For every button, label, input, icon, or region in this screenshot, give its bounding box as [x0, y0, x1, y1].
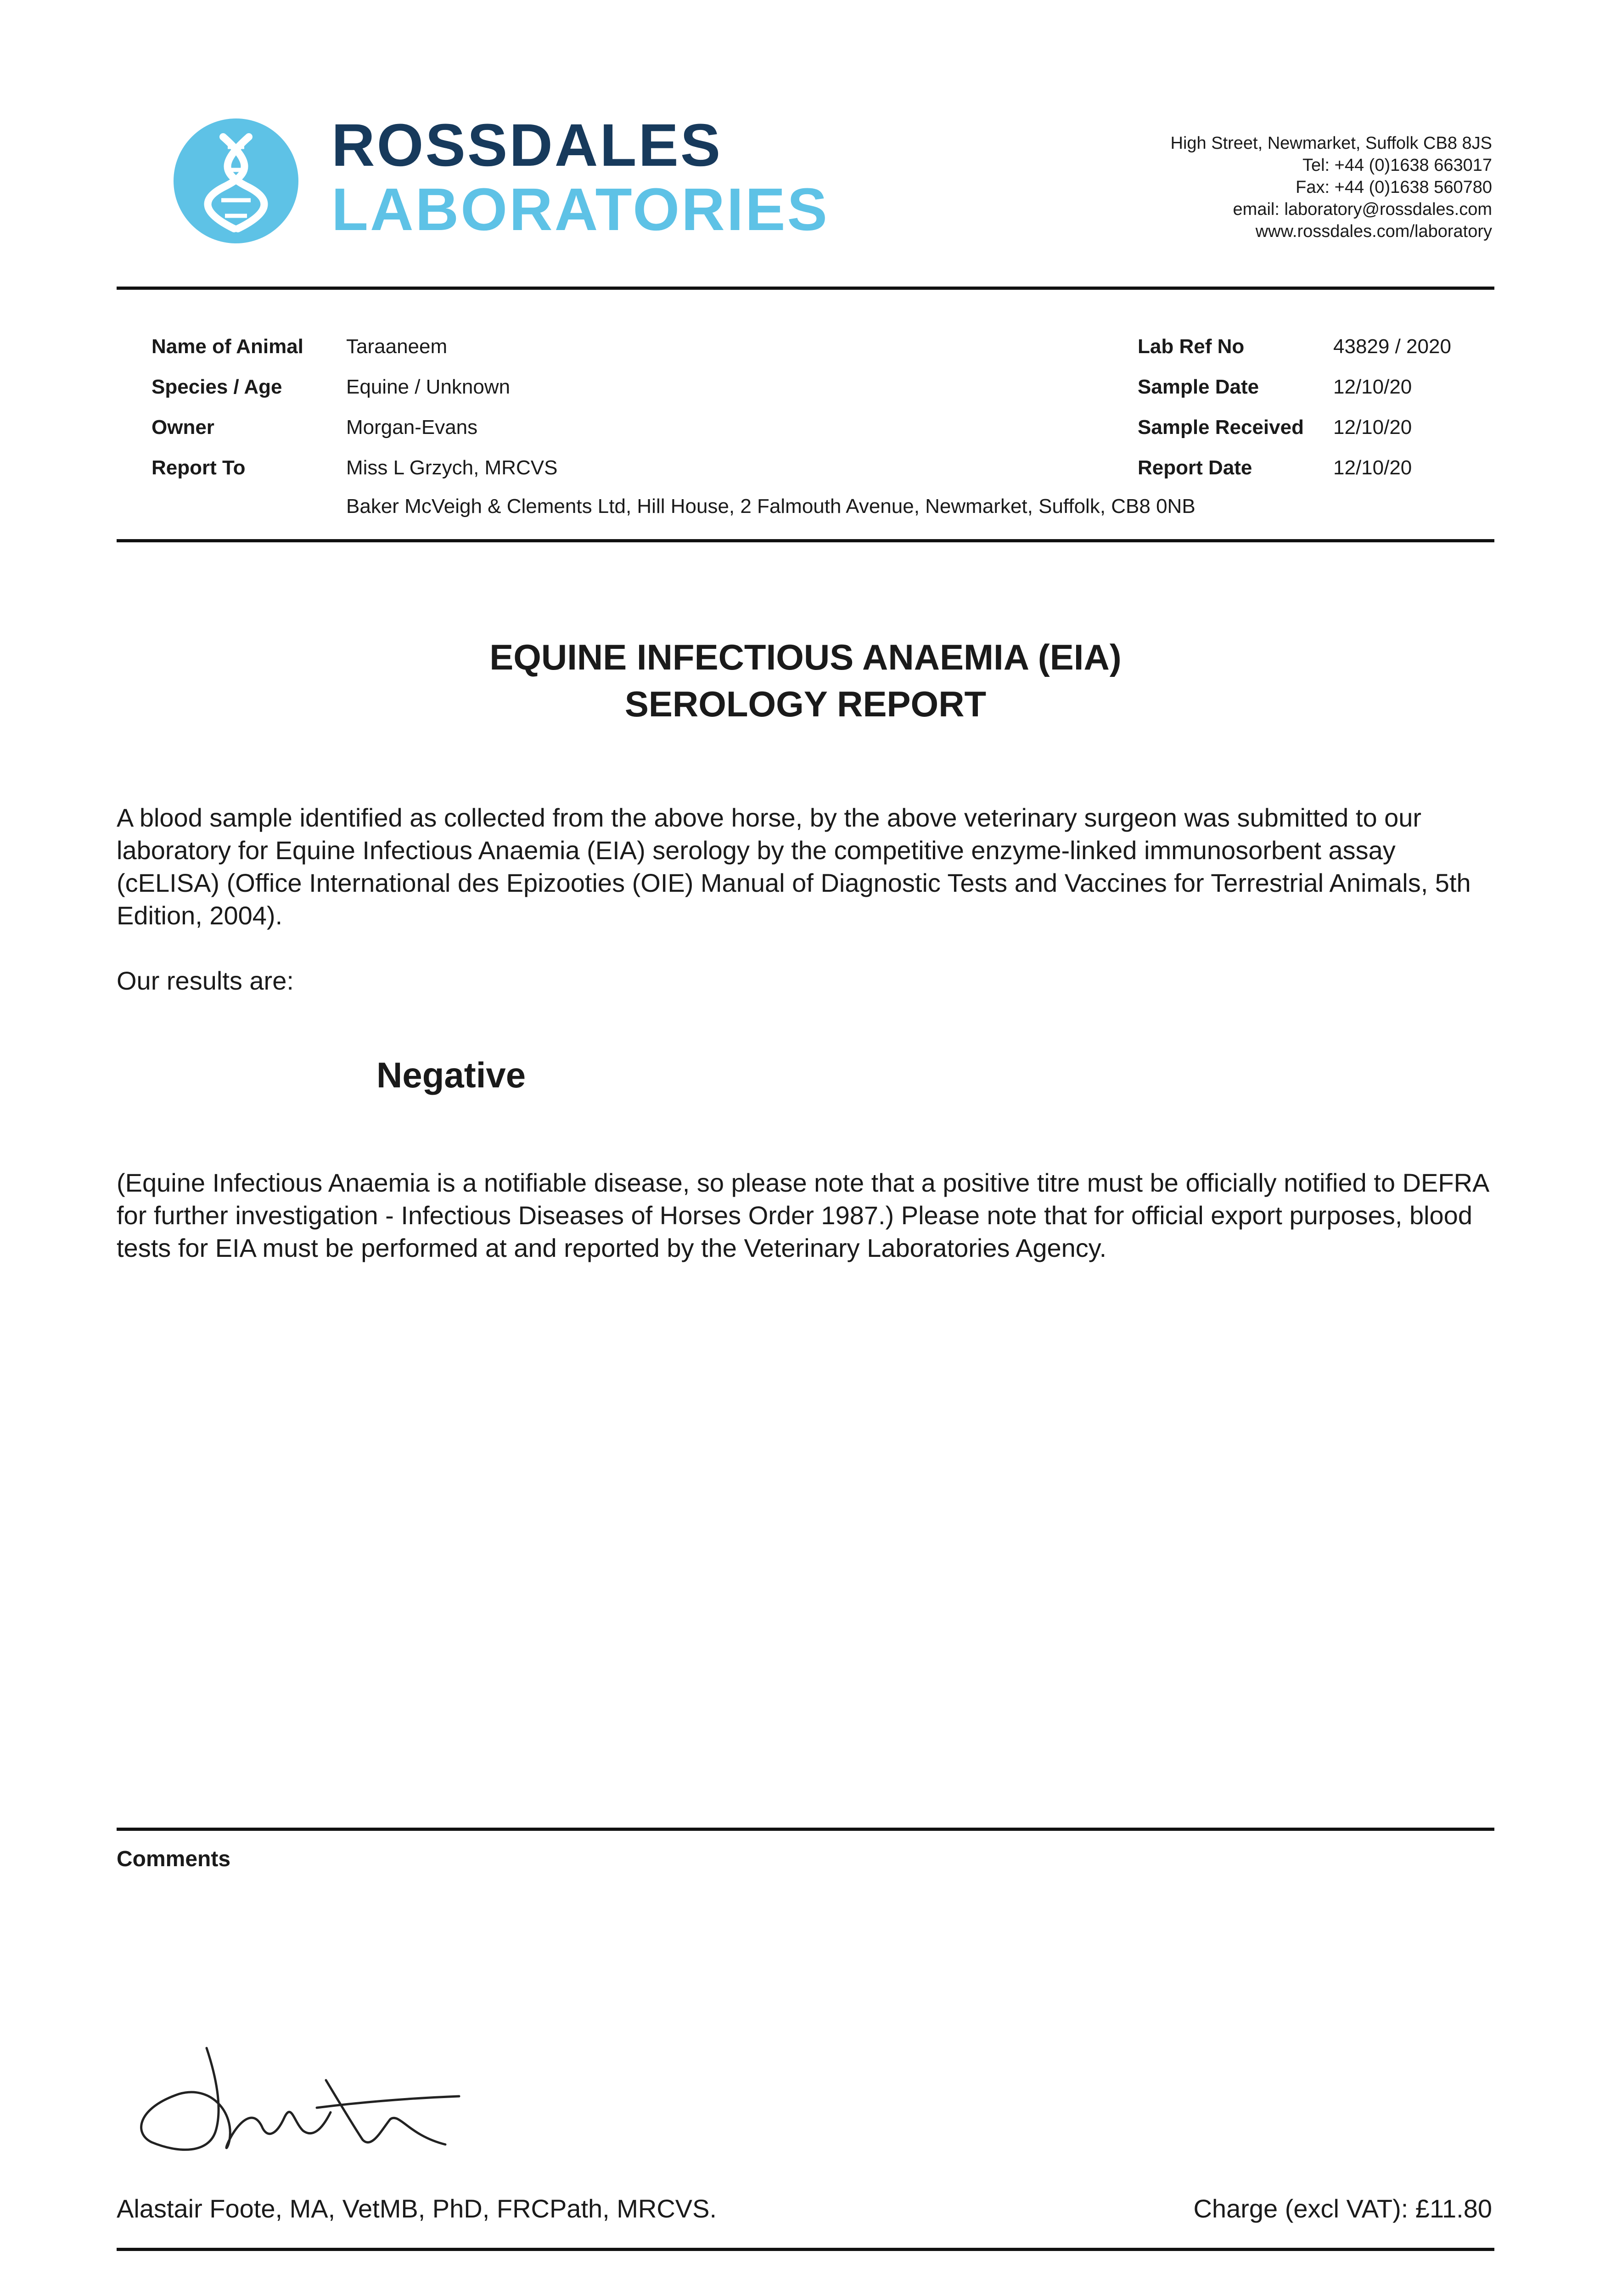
report-title [117, 634, 1494, 727]
comments-divider [117, 1828, 1494, 1831]
value-owner: Morgan-Evans [346, 416, 478, 439]
intro-paragraph: A blood sample identified as collected from the above horse, by the above veterinary surgeon was submitted to our laboratory for Equine Infectious Anaemia (EIA) serology by the competitive enzyme-linked immunosorbent assay (cELISA) (Office International des Epizooties (OIE) Manual of Diagnostic Tests and Vaccines for Terrestrial Animals, 5th Edition, 2004). [117, 803, 1471, 930]
lab-address [1171, 132, 1492, 242]
logo-text-laboratories: LABORATORIES [331, 175, 829, 243]
signature [124, 2039, 473, 2158]
notifiable-disease-note: (Equine Infectious Anaemia is a notifiable disease, so please note that a positive titre must be officially notified to DEFRA for further investigation - Infectious Diseases of Horses Order 1987.) Please note that for official export purposes, blood tests for EIA must be performed at and reported by the Veterinary Laboratories Agency. [117, 1168, 1488, 1262]
value-sample-received: 12/10/20 [1333, 416, 1412, 439]
signer-name: Alastair Foote, MA, VetMB, PhD, FRCPath, MRCVS. [117, 2194, 717, 2223]
details-divider [117, 539, 1494, 542]
address-line: High Street, Newmarket, Suffolk CB8 8JS [1170, 134, 1492, 153]
report-title-line2: SEROLOGY REPORT [624, 684, 987, 724]
test-result: Negative [376, 1055, 526, 1095]
value-name-of-animal: Taraaneem [346, 335, 448, 358]
address-email: email: laboratory@rossdales.com [1233, 200, 1492, 219]
address-fax: Fax: +44 (0)1638 560780 [1296, 178, 1492, 197]
address-website: www.rossdales.com/laboratory [1255, 222, 1492, 241]
value-lab-ref-no: 43829 / 2020 [1333, 335, 1451, 358]
label-owner: Owner [152, 416, 214, 439]
dna-helix-icon [174, 118, 298, 243]
footer-divider [117, 2248, 1494, 2251]
label-species-age: Species / Age [152, 376, 282, 398]
address-phone: Tel: +44 (0)1638 663017 [1302, 156, 1492, 175]
comments-label: Comments [117, 1847, 231, 1871]
label-lab-ref-no: Lab Ref No [1138, 335, 1245, 358]
label-report-date: Report Date [1138, 456, 1252, 479]
value-species-age: Equine / Unknown [346, 376, 511, 398]
value-report-to-address: Baker McVeigh & Clements Ltd, Hill House, 2 Falmouth Avenue, Newmarket, Suffolk, CB8 0NB [346, 495, 1195, 518]
label-sample-received: Sample Received [1138, 416, 1304, 439]
value-report-date: 12/10/20 [1333, 456, 1412, 479]
results-intro: Our results are: [117, 966, 294, 995]
label-sample-date: Sample Date [1138, 376, 1259, 398]
label-name-of-animal: Name of Animal [152, 335, 303, 358]
header-divider [117, 287, 1494, 290]
charge-amount: Charge (excl VAT): £11.80 [1193, 2194, 1492, 2223]
report-title-line1: EQUINE INFECTIOUS ANAEMIA (EIA) [489, 637, 1122, 677]
logo-text-rossdales: ROSSDALES [331, 111, 723, 179]
label-report-to: Report To [152, 456, 246, 479]
value-report-to: Miss L Grzych, MRCVS [346, 456, 558, 479]
value-sample-date: 12/10/20 [1333, 376, 1412, 398]
